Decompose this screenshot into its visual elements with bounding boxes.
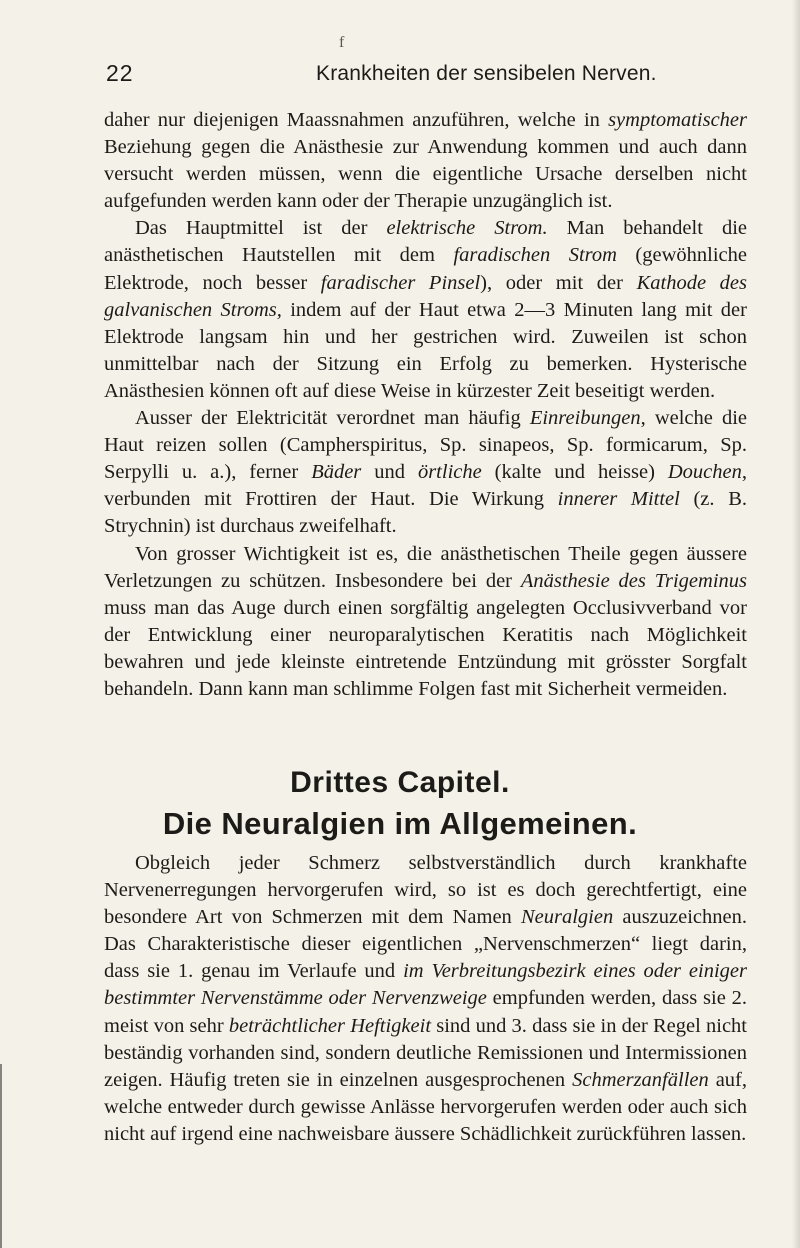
page-edge-shadow [792, 0, 800, 1248]
page-number: 22 [106, 60, 134, 86]
chapter-number: Drittes Capitel. [290, 766, 510, 799]
chapter-text-section [104, 850, 747, 1148]
paragraph-5: Obgleich jeder Schmerz selbstverständlich durch krankhafte Nervenerregungen hervorgerufen wird, so ist es doch gerechtfertigt, eine besondere Art von Schmerzen mit dem Namen Neuralgien auszuzeichnen. Das Charakteristische dieser eigentlichen „Nervenschmerzen“ liegt darin, dass sie 1. genau im Verlaufe und im Verbreitungsbezirk eines oder einiger bestimmter Nervenstämme oder Nervenzweige empfunden werden, dass sie 2. meist von sehr beträchtlicher Heftigkeit sind und 3. dass sie in der Regel nicht beständig vorhanden sind, sondern deutliche Remissionen und Intermissionen zeigen. Häufig treten sie in einzelnen ausgesprochenen Schmerzanfällen auf, welche entweder durch gewisse Anlässe hervorgerufen werden oder auch sich nicht auf irgend eine nachweisbare äussere Schädlichkeit zurückführen lassen. [104, 852, 747, 1145]
paragraph-4: Von grosser Wichtigkeit ist es, die anästhetischen Theile gegen äussere Verletzungen zu schützen. Insbesondere bei der Anästhesie des Trigeminus muss man das Auge durch einen sorgfältig angelegten Occlusivverband vor der Entwicklung einer neuroparalytischen Keratitis nach Möglichkeit bewahren und jede kleinste eintretende Entzündung mit grösster Sorgfalt behandeln. Dann kann man schlimme Folgen fast mit Sicherheit vermeiden. [104, 542, 747, 700]
print-mark: f [339, 34, 345, 51]
chapter-title: Die Neuralgien im Allgemeinen. [162, 806, 638, 841]
running-title: Krankheiten der sensibelen Nerven. [316, 62, 657, 85]
main-text-section [104, 107, 747, 703]
page-header [106, 60, 738, 90]
binding-edge-mark [0, 1064, 6, 1248]
paragraph-3: Ausser der Elektricität verordnet man häufig Einreibungen, welche die Haut reizen sollen (Campherspiritus, Sp. sinapeos, Sp. formicarum, Sp. Serpylli u. a.), ferner Bäder und örtliche (kalte und heisse) Douchen, verbunden mit Frottiren der Haut. Die Wirkung innerer Mittel (z. B. Strychnin) ist durchaus zweifelhaft. [104, 407, 747, 538]
paragraph-1: daher nur diejenigen Maassnahmen anzuführen, welche in symptomatischer Beziehung gegen die Anästhesie zur Anwendung kommen und auch dann versucht werden müssen, wenn die eigentliche Ursache derselben nicht aufgefunden werden kann oder der Therapie unzugänglich ist. [104, 109, 747, 213]
paragraph-2: Das Hauptmittel ist der elektrische Strom. Man behandelt die anästhetischen Hautstellen mit dem faradischen Strom (gewöhnliche Elektrode, noch besser faradischer Pinsel), oder mit der Kathode des galvanischen Stroms, indem auf der Haut etwa 2—3 Minuten lang mit der Elektrode langsam hin und her gestrichen wird. Zuweilen ist schon unmittelbar nach der Sitzung ein Erfolg zu bemerken. Hysterische Anästhesien können oft auf diese Weise in kürzester Zeit beseitigt werden. [104, 217, 748, 402]
